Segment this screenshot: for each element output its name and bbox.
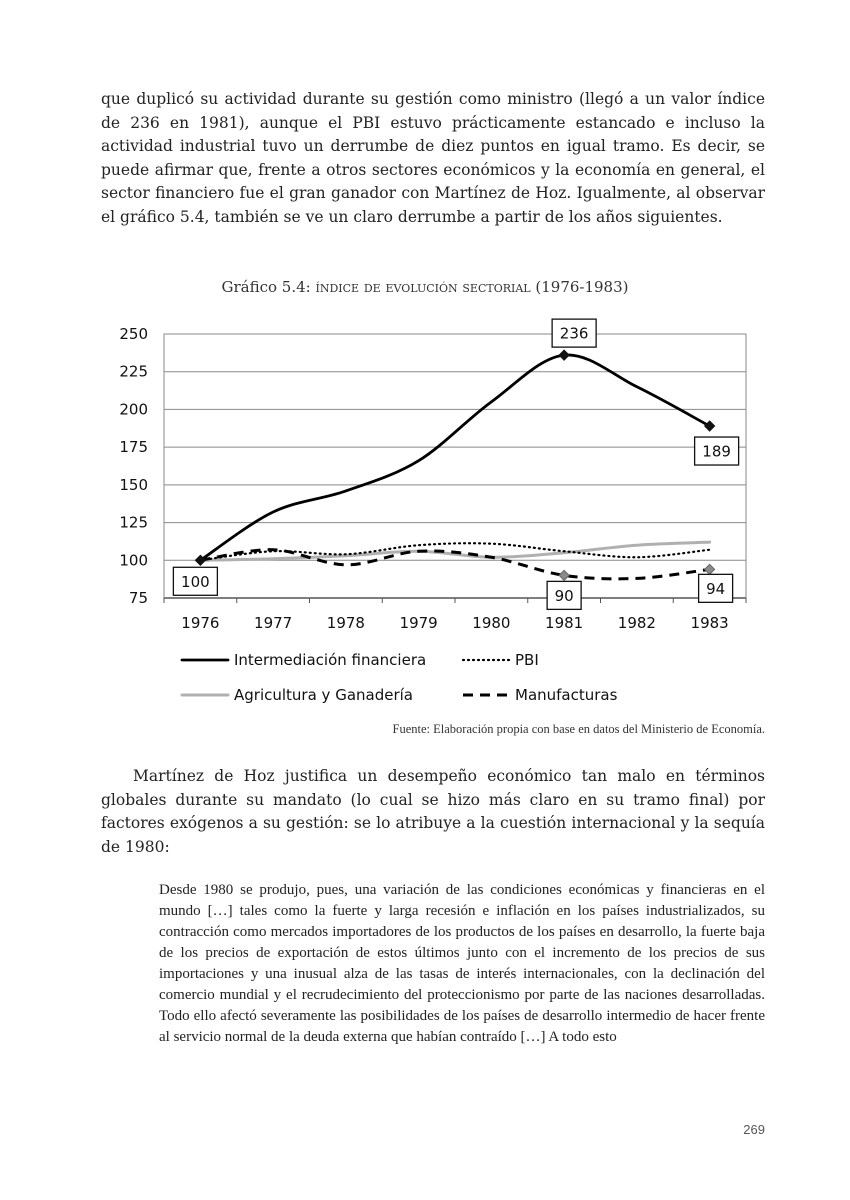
data-point xyxy=(636,557,637,558)
chart-legend xyxy=(182,651,618,704)
data-point xyxy=(418,551,419,552)
data-marker xyxy=(559,570,569,580)
x-tick-label: 1977 xyxy=(254,614,293,632)
data-point xyxy=(273,512,274,513)
data-point xyxy=(273,558,274,559)
x-tick-label: 1981 xyxy=(545,614,584,632)
data-point xyxy=(491,401,492,402)
data-label: 94 xyxy=(706,579,726,598)
legend-label: Agricultura y Ganadería xyxy=(234,686,413,704)
data-point xyxy=(709,542,710,543)
legend-label: Intermediación financiera xyxy=(234,651,427,669)
x-tick-label: 1979 xyxy=(399,614,438,632)
data-point xyxy=(491,557,492,558)
data-point xyxy=(273,549,274,550)
data-label: 236 xyxy=(559,324,589,343)
data-point xyxy=(345,555,346,556)
x-tick-label: 1980 xyxy=(472,614,511,632)
x-tick-label: 1982 xyxy=(617,614,656,632)
legend-label: PBI xyxy=(515,651,539,669)
data-label: 90 xyxy=(554,586,574,605)
y-tick-label: 125 xyxy=(119,513,148,532)
y-tick-label: 250 xyxy=(119,325,148,343)
series-line-0 xyxy=(200,355,709,560)
y-tick-label: 75 xyxy=(128,589,148,607)
x-tick-label: 1976 xyxy=(181,614,220,632)
block-quote: Desde 1980 se produjo, pues, una variación de las condiciones económicas y financieras en el mundo […] tales como la fuerte y larga recesión e inflación en los países industrializados, su contracción como mercados importadores de los productos de los países en desarrollo, la fuerte baja de los precios de exportación de estos últimos junto con el incremento de los precios de sus importaciones y una inusual alza de las tasas de interés internacionales, con la declinación del comercio mundial y el recrudecimiento del proteccionismo por parte de las naciones desarrolladas. Todo ello afectó severamente las posibilidades de los países de desarrollo intermedio de hacer frente al servicio normal de la deuda externa que habían contraído […] A todo esto xyxy=(159,882,765,1045)
body-paragraph: que duplicó su actividad durante su gestión como ministro (llegó a un valor índice de 236 en 1981), aunque el PBI estuvo prácticamente estancado e incluso la actividad industrial tuvo un derrumbe de diez puntos en igual tramo. Es decir, se puede afirmar que, frente a otros sectores económicos y la economía en general, el sector financiero fue el gran ganador con Martínez de Hoz. Igualmente, al observar el gráfico 5.4, también se ve un claro derrumbe a partir de los años siguientes. xyxy=(101,90,765,226)
data-point xyxy=(564,552,565,553)
data-point xyxy=(491,543,492,544)
chart-title-years: (1976-1983) xyxy=(530,278,629,296)
data-point xyxy=(345,490,346,491)
chart-title-prefix: Gráfico 5.4: xyxy=(221,278,316,296)
source-note: Fuente: Elaboración propia con base en datos del Ministerio de Economía. xyxy=(392,722,765,736)
data-point xyxy=(636,386,637,387)
data-point xyxy=(345,564,346,565)
x-tick-label: 1978 xyxy=(326,614,365,632)
chart-title xyxy=(0,278,850,296)
x-tick-label: 1983 xyxy=(690,614,729,632)
data-point xyxy=(709,549,710,550)
data-point xyxy=(345,554,346,555)
data-point xyxy=(564,551,565,552)
legend-label: Manufacturas xyxy=(515,686,618,704)
y-tick-label: 100 xyxy=(119,551,148,570)
y-tick-label: 175 xyxy=(119,438,148,457)
body-paragraph-2: Martínez de Hoz justifica un desempeño económico tan malo en términos globales durante su mandato (lo cual se hizo más claro en su tramo final) por factores exógenos a su gestión: se lo atribuye a la cuestión internacional y la sequía de 1980: xyxy=(101,767,765,856)
page-number: 269 xyxy=(743,1122,765,1137)
y-tick-label: 225 xyxy=(119,362,148,381)
chart-series xyxy=(200,355,710,579)
data-point xyxy=(418,545,419,546)
data-marker xyxy=(705,564,715,574)
chart-title-name: índice de evolución sectorial xyxy=(315,278,531,296)
y-tick-label: 150 xyxy=(119,475,148,494)
data-label: 189 xyxy=(702,442,731,461)
chart-annotations xyxy=(173,319,738,609)
data-label: 100 xyxy=(181,572,210,591)
data-point xyxy=(418,460,419,461)
y-tick-label: 200 xyxy=(119,400,148,419)
data-point xyxy=(636,578,637,579)
line-chart xyxy=(0,300,850,720)
data-point xyxy=(636,545,637,546)
data-marker xyxy=(559,350,569,360)
